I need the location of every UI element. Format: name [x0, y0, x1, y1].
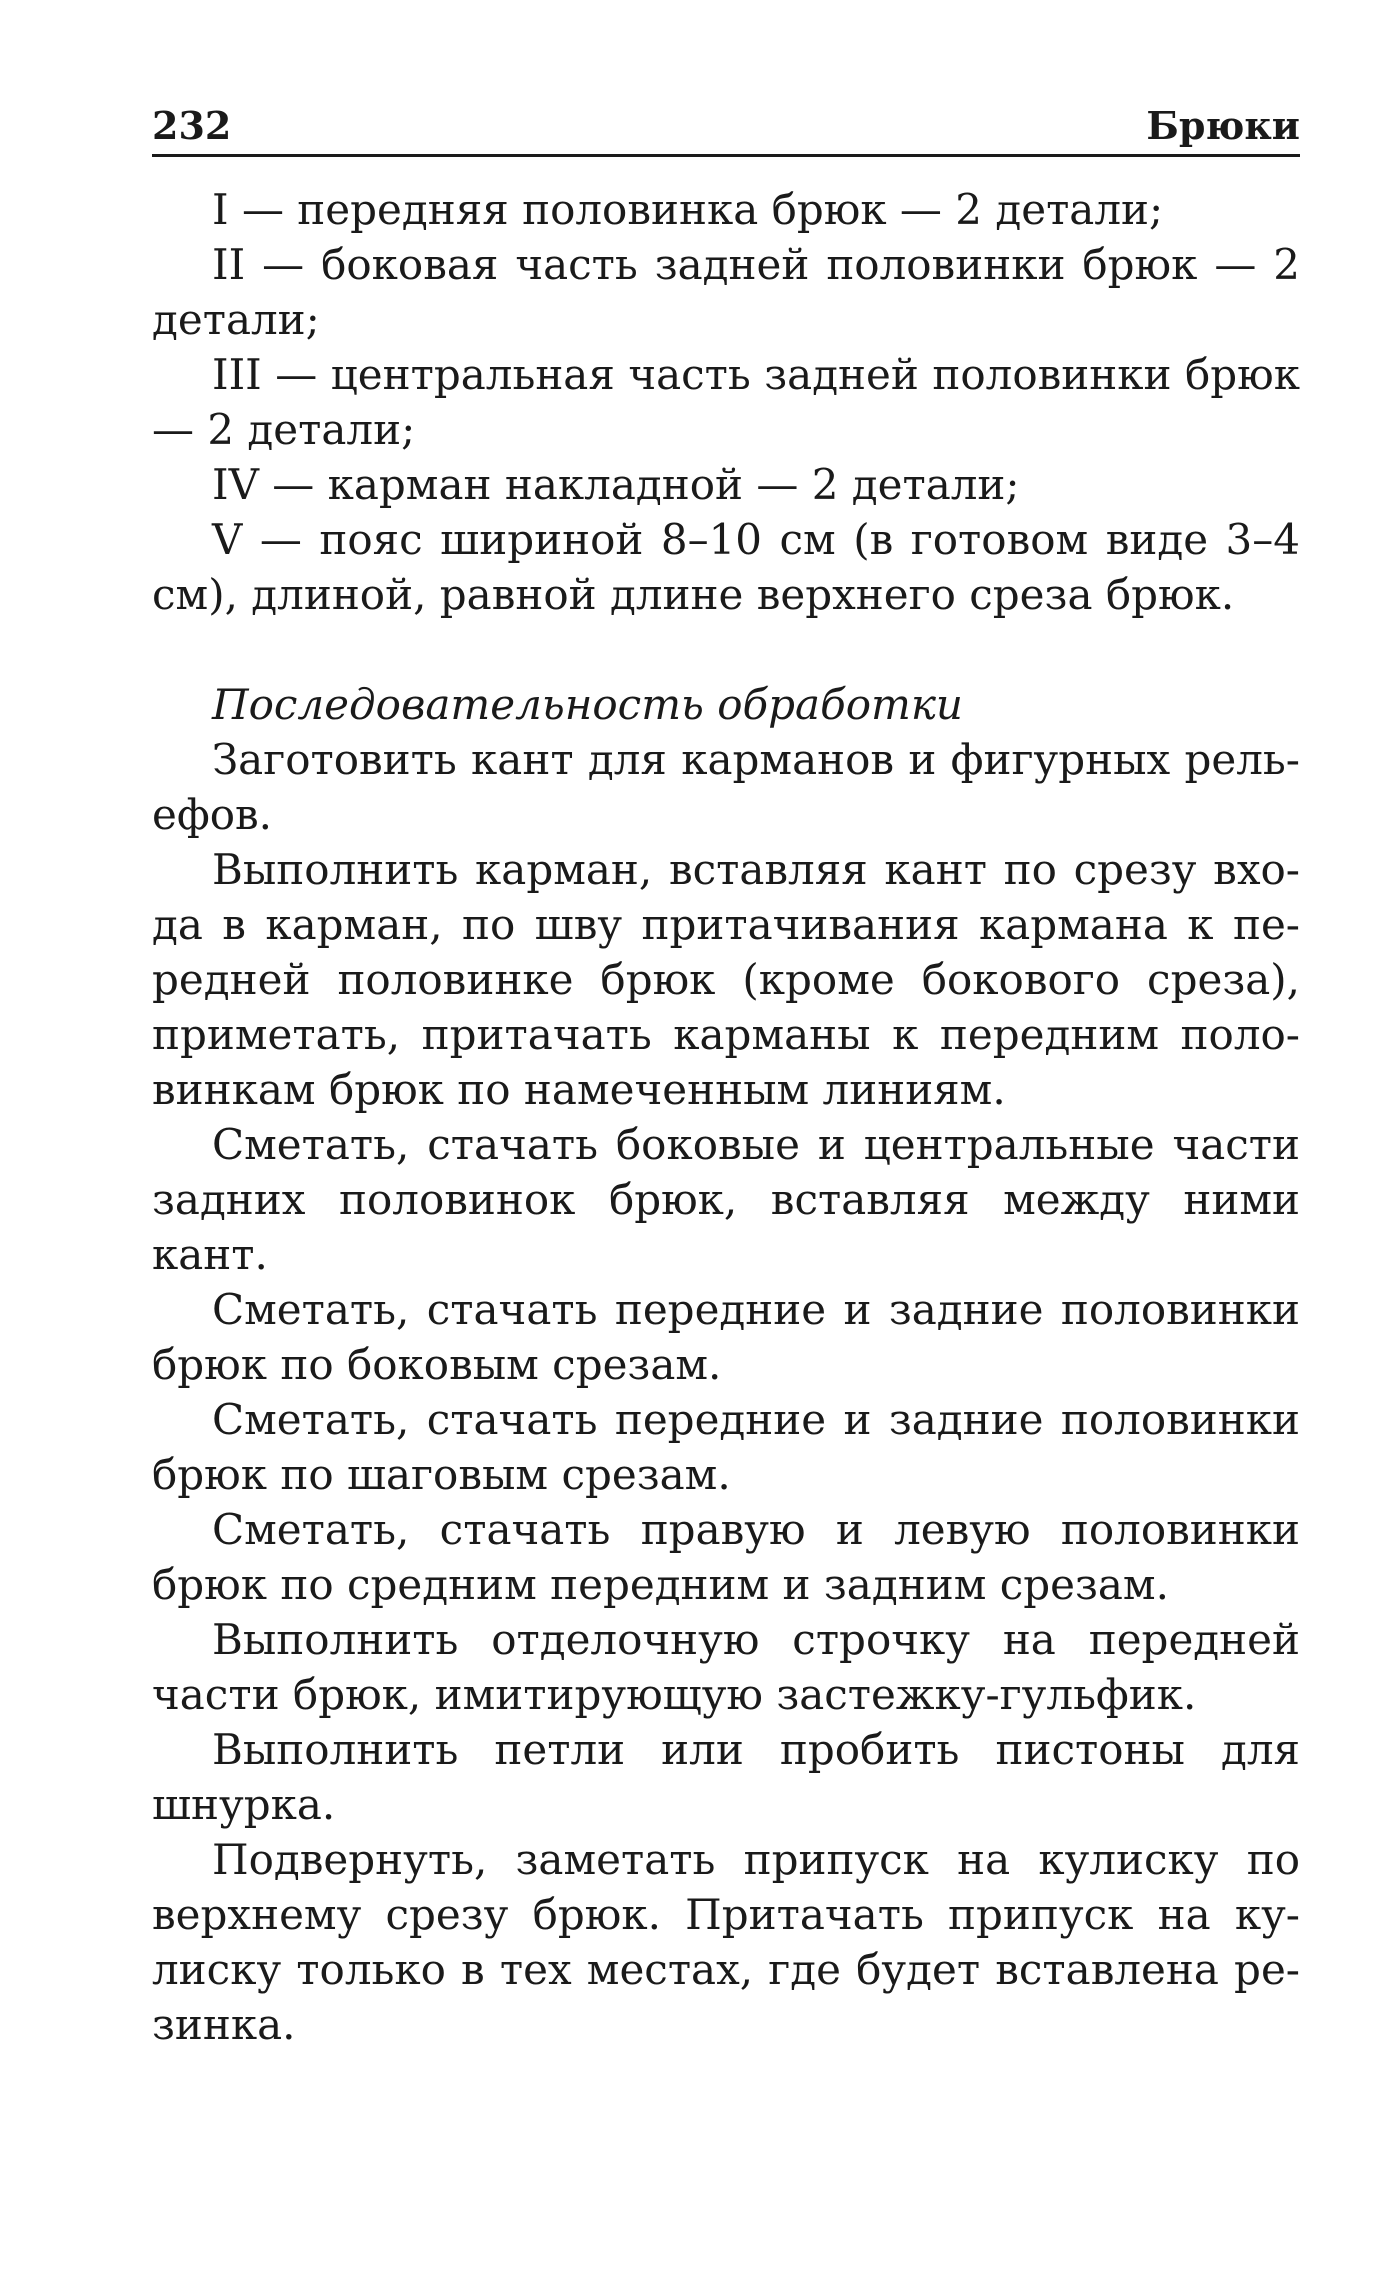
- running-head: [152, 98, 1300, 157]
- procedure-step: Подвернуть, заметать припуск на кулиску по верхнему срезу брюк. Притачать припуск на кулиску только в тех местах, где будет вставлена резинка.: [152, 1835, 1300, 2049]
- procedure-step: Заготовить кант для карманов и фигурных рельефов.: [152, 735, 1300, 839]
- procedure-step: Сметать, стачать боковые и центральные части задних половинок брюк, вставляя между ними кант.: [152, 1120, 1300, 1279]
- procedure-step: Сметать, стачать передние и задние половинки брюк по боковым срезам.: [152, 1285, 1300, 1389]
- parts-list-item: V — пояс шириной 8–10 см (в готовом виде 3–4 см), длиной, равной длине верхнего среза брюк.: [152, 515, 1300, 619]
- parts-list-item: II — боковая часть задней половинки брюк — 2 детали;: [152, 240, 1300, 344]
- body-text: [152, 182, 1300, 2052]
- section-title: Последовательность обработки: [212, 680, 963, 729]
- chapter-title: Брюки: [1146, 103, 1300, 148]
- parts-list-item: IV — карман накладной — 2 детали;: [212, 460, 1020, 509]
- procedure-step: Сметать, стачать правую и левую половинки брюк по средним передним и задним срезам.: [152, 1505, 1300, 1609]
- procedure-step: Выполнить петли или пробить пистоны для шнурка.: [152, 1725, 1300, 1829]
- parts-list-item: I — передняя половинка брюк — 2 детали;: [212, 185, 1164, 234]
- procedure-step: Выполнить карман, вставляя кант по срезу входа в карман, по шву притачивания кармана к передней половинке брюк (кроме бокового среза), приметать, притачать карманы к передним половинкам брюк по намеченным линиям.: [152, 845, 1300, 1114]
- procedure-step: Сметать, стачать передние и задние половинки брюк по шаговым срезам.: [152, 1395, 1300, 1499]
- parts-list-item: III — центральная часть задней половинки брюк — 2 детали;: [152, 350, 1300, 454]
- procedure-step: Выполнить отделочную строчку на передней части брюк, имитирующую застежку-гульфик.: [152, 1615, 1300, 1719]
- page-number: 232: [152, 103, 232, 148]
